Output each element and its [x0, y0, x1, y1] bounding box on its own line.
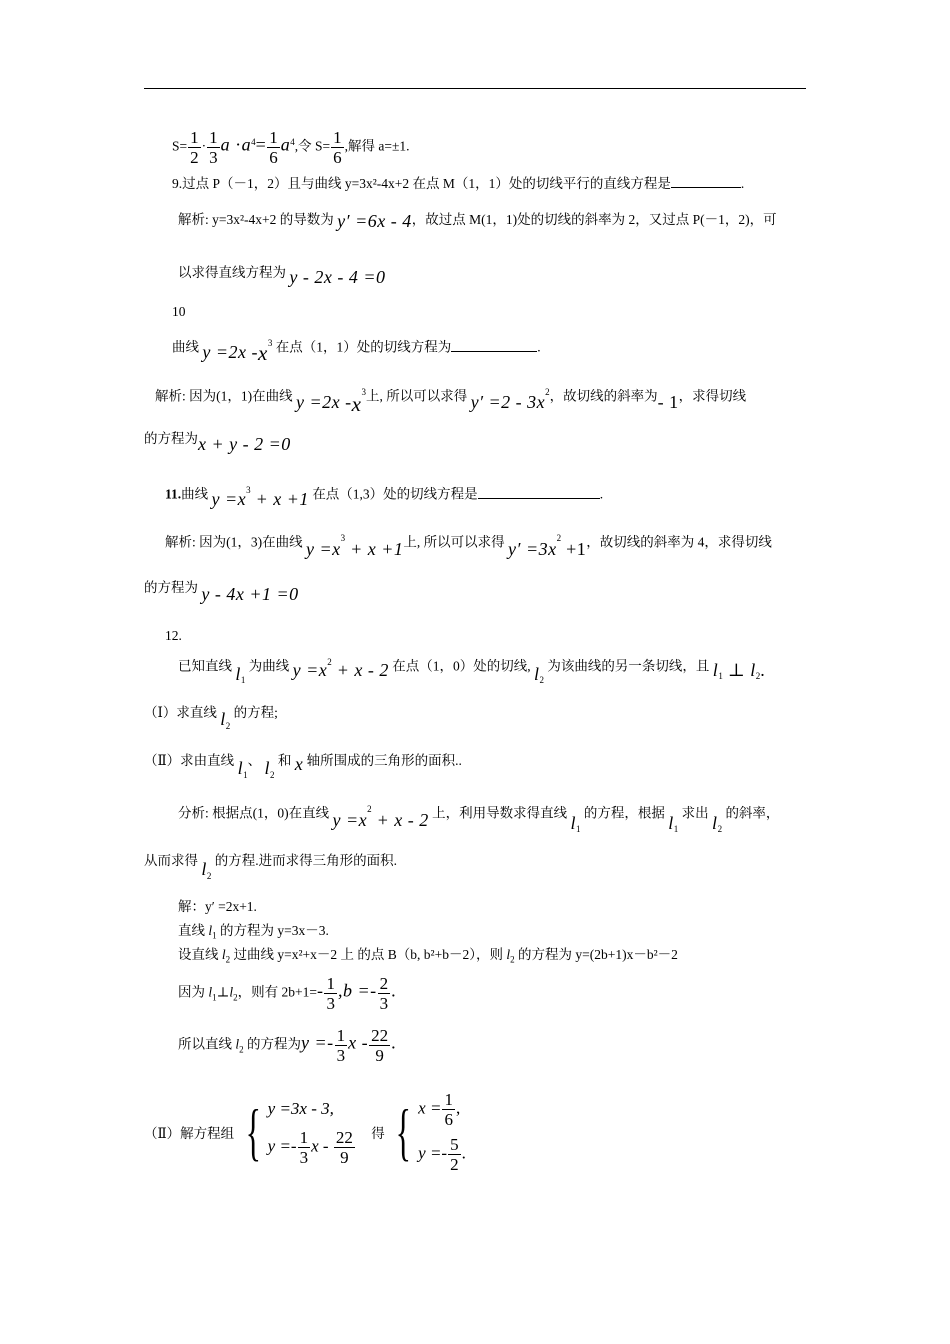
- equation-system: y =3x - 3, y =- $\frac{1}{3}$ x - $\frac{22}{9}$: [267, 1098, 353, 1167]
- question-9-solution-line-1: 解析: y=3x²-4x+2 的导数为 y′ =6x - 4，故过点 M(1，1)处的切线的斜率为 2，又过点 P(－1，2)，可: [178, 211, 777, 231]
- fraction: $\frac{5}{2}$: [450, 1135, 459, 1174]
- area-formula-line: S= $\frac{1}{2}$ · $\frac{1}{3}$ $a \cdot a^4=$ $\frac{1}{6}$ $a^4$,令 S= $\frac{1}{6}$ ,解得 a=±1.: [172, 128, 410, 167]
- answer-blank: [451, 339, 537, 352]
- question-9-solution-line-2: 以求得直线方程为 y - 2x - 4 =0: [178, 265, 386, 287]
- answer-blank: [671, 175, 741, 188]
- question-12-part-2: （Ⅱ）求由直线 $l_1$、 $l_2$ 和 x 轴所围成的三角形的面积..: [144, 753, 462, 780]
- question-10-solution-line-1: 解析: 因为(1，1)在曲线 y =2x $-x^3$上, 所以可以求得 $y' =2 - 3x^2$，故切线的斜率为- 1，求得切线: [155, 387, 747, 416]
- question-10-number: 10: [172, 304, 186, 319]
- fraction: $\frac{2}{3}$: [379, 974, 389, 1013]
- fraction: $\frac{1}{3}$: [326, 974, 335, 1013]
- fraction: $\frac{1}{6}$: [333, 128, 342, 167]
- fraction: $\frac{1}{2}$: [190, 128, 199, 167]
- text: S=: [172, 138, 188, 154]
- math-expression: y - 2x - 4 =0: [289, 267, 386, 287]
- question-12-number: 12.: [165, 628, 182, 643]
- question-11-solution-line-1: 解析: 因为(1，3)在曲线 $y =x^3 + x +1$上, 所以可以求得 $y' =3x^2 +1$，故切线的斜率为 4，求得切线: [165, 533, 772, 559]
- question-10: 曲线 y =2x $-x^3$ 在点（1，1）处的切线方程为 .: [172, 338, 541, 365]
- math-expression: y′ =6x - 4: [337, 211, 412, 231]
- question-text: 9.过点 P（－1，2）且与曲线 y=3x²-4x+2 在点 M（1，1）处的切线平行的直线方程是: [172, 176, 671, 191]
- fraction: $\frac{1}{3}$: [336, 1026, 346, 1065]
- question-10-solution-line-2: 的方程为x + y - 2 =0: [144, 431, 291, 454]
- analysis-line-1: 分析: 根据点(1，0)在直线 $y =x^2 + x - 2$ 上，利用导数求得直线 $l_1$ 的方程，根据 $l_1$ 求出 $l_2$ 的斜率，: [178, 804, 780, 835]
- math-expression: y =2x -: [202, 341, 258, 362]
- question-12-part-1: （Ⅰ）求直线 $l_2$ 的方程;: [144, 705, 278, 731]
- left-brace: {: [395, 1096, 412, 1167]
- solution-part-2: （Ⅱ）解方程组 { y =3x - 3, y =- $\frac{1}{3}$ x - $\frac{22}{9}$ 得 { x = $\frac{1}{6}$ , y =- $\frac{5}{2}$ .: [144, 1090, 466, 1174]
- fraction: $\frac{1}{6}$: [444, 1090, 453, 1129]
- fraction: $\frac{1}{3}$: [299, 1127, 309, 1167]
- question-12: 已知直线 $l_1$ 为曲线 $y =x^2 + x - 2$ 在点（1，0）处的切线, $l_2$ 为该曲线的另一条切线，且 $l_1$ ⊥ $l_2$.: [178, 657, 766, 686]
- header-rule: [144, 88, 806, 89]
- solution-system: x = $\frac{1}{6}$ , y =- $\frac{5}{2}$ .: [418, 1090, 466, 1174]
- analysis-line-2: 从而求得 $l_2$ 的方程.进而求得三角形的面积.: [144, 853, 398, 881]
- solution-line-1: 解：y′ =2x+1.: [178, 899, 257, 914]
- answer-blank: [478, 486, 600, 499]
- question-11: 11.曲线 $y =x^3 + x +1$ 在点（1,3）处的切线方程是 .: [165, 485, 604, 509]
- solution-line-2: 直线 $l_1$ 的方程为 y=3x－3.: [178, 923, 329, 941]
- fraction: $\frac{1}{6}$: [269, 128, 278, 167]
- left-brace: {: [245, 1096, 261, 1167]
- solution-line-4: 因为 $l_1\perp l_2$，则有 2b+1=- $\frac{1}{3}$ ,b =- $\frac{2}{3}$ .: [178, 974, 397, 1013]
- solution-line-5: 所以直线 $l_2$ 的方程为y =- $\frac{1}{3}$ x - $\frac{22}{9}$ .: [178, 1026, 397, 1065]
- solution-line-3: 设直线 $l_2$ 过曲线 y=x²+x－2 上 的点 B（b, b²+b－2），则 $l_2$ 的方程为 y=(2b+1)x－b²－2: [178, 947, 678, 965]
- question-9: 9.过点 P（－1，2）且与曲线 y=3x²-4x+2 在点 M（1，1）处的切线平行的直线方程是 .: [172, 176, 745, 191]
- fraction: $\frac{1}{3}$: [209, 128, 218, 167]
- fraction: $\frac{22}{9}$: [371, 1026, 389, 1065]
- fraction: $\frac{22}{9}$: [335, 1127, 353, 1167]
- question-11-solution-line-2: 的方程为 y - 4x +1 =0: [144, 580, 299, 604]
